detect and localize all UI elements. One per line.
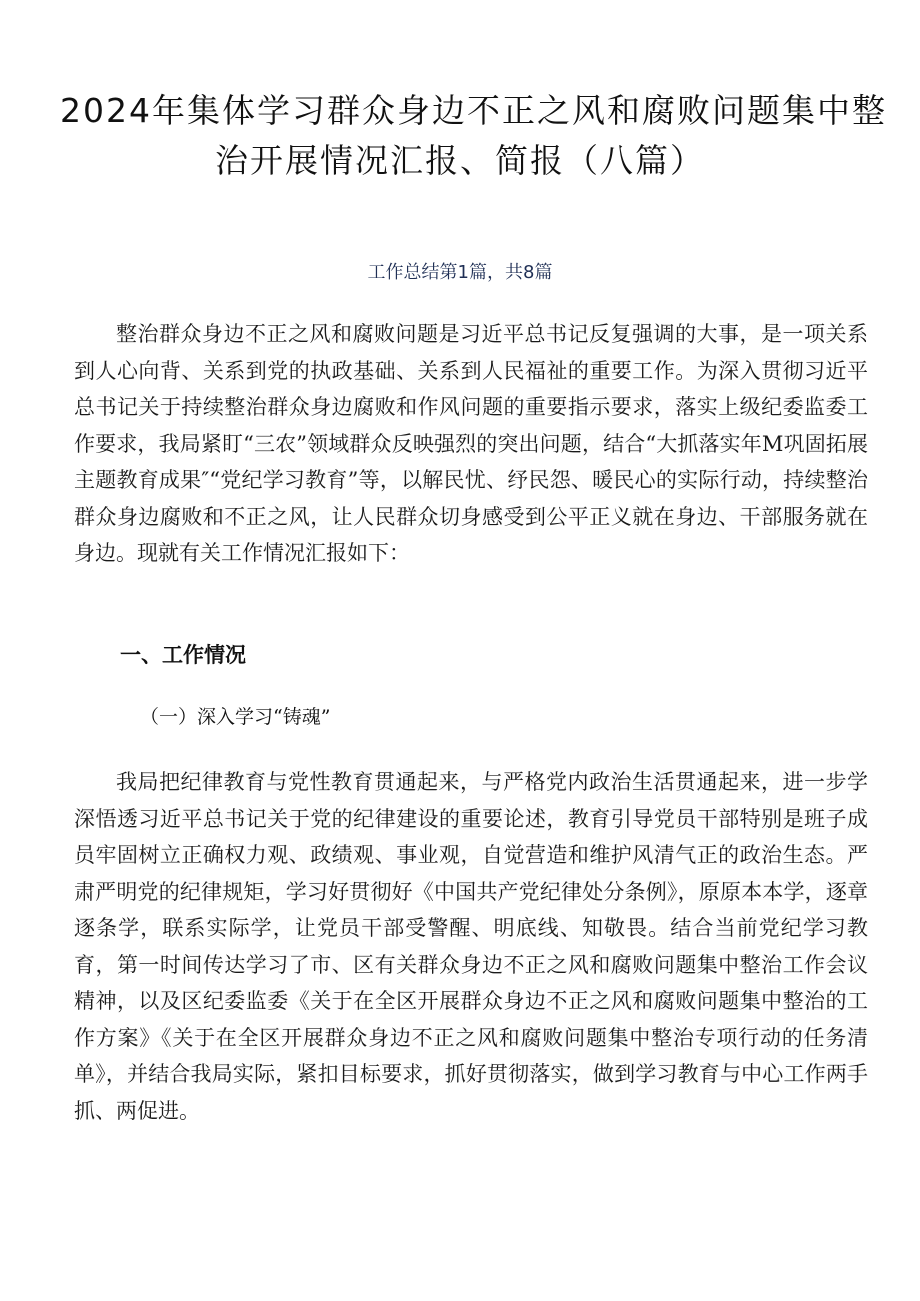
document-title <box>60 86 887 186</box>
title-line-2: 治开展情况汇报、简报（八篇） <box>215 141 705 180</box>
subsection-heading: （一）深入学习“铸魂” <box>140 706 331 728</box>
body-paragraph: 我局把纪律教育与党性教育贯通起来，与严格党内政治生活贯通起来，进一步学深悟透习近平总书记关于党的纪律建设的重要论述，教育引导党员干部特别是班子成员牢固树立正确权力观、政绩观、事业观，自觉营造和维护风清气正的政治生态。严肃严明党的纪律规矩，学习好贯彻好《中国共产党纪律处分条例》，原原本本学，逐章逐条学，联系实际学，让党员干部受警醒、明底线、知敬畏。结合当前党纪学习教育，第一时间传达学习了市、区有关群众身边不正之风和腐败问题集中整治工作会议精神，以及区纪委监委《关于在全区开展群众身边不正之风和腐败问题集中整治的工作方案》《关于在全区开展群众身边不正之风和腐败问题集中整治专项行动的任务清单》，并结合我局实际，紧扣目标要求，抓好贯彻落实，做到学习教育与中心工作两手抓、两促进。 <box>74 770 868 1123</box>
title-line-1: 2024年集体学习群众身边不正之风和腐败问题集中整 <box>60 91 887 130</box>
document-subtitle: 工作总结第1篇，共8篇 <box>367 262 553 283</box>
intro-paragraph: 整治群众身边不正之风和腐败问题是习近平总书记反复强调的大事，是一项关系到人心向背、关系到党的执政基础、关系到人民福祉的重要工作。为深入贯彻习近平总书记关于持续整治群众身边腐败和作风问题的重要指示要求，落实上级纪委监委工作要求，我局紧盯“三农”领域群众反映强烈的突出问题，结合“大抓落实年M巩固拓展主题教育成果″“党纪学习教育”等，以解民忧、纾民怨、暖民心的实际行动，持续整治群众身边腐败和不正之风，让人民群众切身感受到公平正义就在身边、干部服务就在身边。现就有关工作情况汇报如下： <box>74 322 868 565</box>
section-heading: 一、工作情况 <box>120 643 246 667</box>
